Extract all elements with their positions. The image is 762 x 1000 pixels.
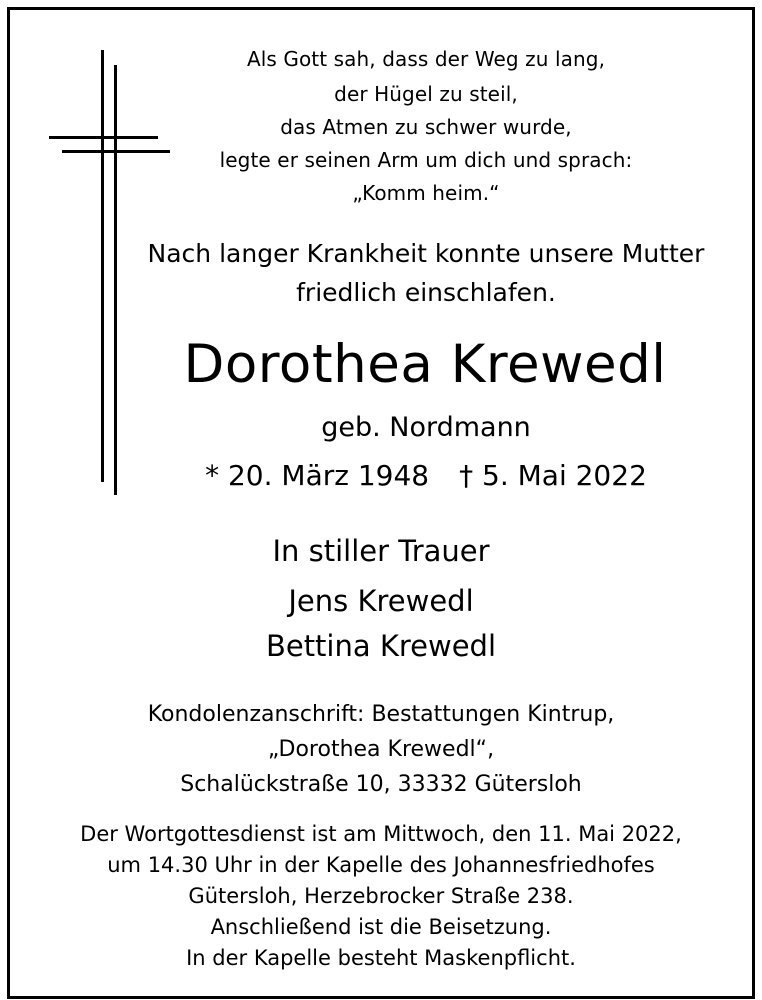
life-dates	[45, 459, 762, 492]
death-date: † 5. Mai 2022	[459, 459, 647, 492]
poem-line: legte er seinen Arm um dich und sprach:	[219, 148, 633, 172]
service-line: Der Wortgottesdienst ist am Mittwoch, den 11. Mai 2022,	[80, 822, 682, 846]
address-line: Kondolenzanschrift: Bestattungen Kintrup,	[147, 702, 615, 727]
intro-line: Nach langer Krankheit konnte unsere Mutter	[147, 239, 705, 268]
service-line: Anschließend ist die Beisetzung.	[210, 915, 552, 939]
birth-date: * 20. März 1948	[205, 459, 430, 492]
intro-line: friedlich einschlafen.	[296, 278, 556, 307]
service-line: In der Kapelle besteht Maskenpflicht.	[186, 946, 576, 970]
poem-line: der Hügel zu steil,	[334, 82, 518, 106]
service-line: Gütersloh, Herzebrocker Straße 238.	[188, 884, 574, 908]
poem-line: Als Gott sah, dass der Weg zu lang,	[246, 47, 606, 71]
mourner-name: Jens Krewedl	[288, 584, 474, 618]
poem-line: das Atmen zu schwer wurde,	[280, 115, 572, 139]
mourner-name: Bettina Krewedl	[265, 629, 497, 663]
address-line: Schalückstraße 10, 33332 Gütersloh	[180, 772, 582, 797]
service-line: um 14.30 Uhr in der Kapelle des Johannesfriedhofes	[107, 853, 655, 877]
poem-line: „Komm heim.“	[352, 181, 500, 205]
deceased-name: Dorothea Krewedl	[183, 334, 667, 395]
birth-name: geb. Nordmann	[321, 412, 531, 443]
address-line: „Dorothea Krewedl“,	[267, 737, 495, 762]
mourning-heading: In stiller Trauer	[272, 534, 490, 568]
